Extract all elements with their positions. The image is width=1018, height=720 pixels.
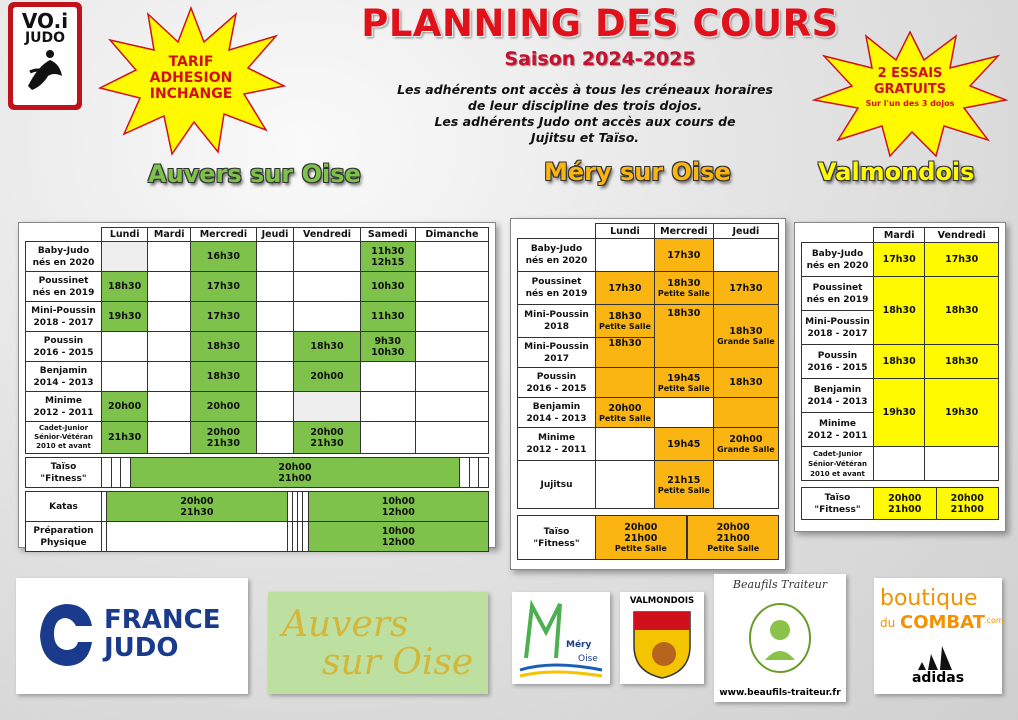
france-judo-logo (16, 578, 248, 694)
city-auvers: Auvers sur Oise (148, 160, 361, 188)
category-label: Mini-Poussin 2018 - 2017 (26, 302, 102, 332)
time-cell: 18h30 (874, 345, 925, 379)
essais-line2: GRATUITS (873, 82, 947, 97)
time-cell: 21h30 (102, 422, 148, 454)
ffj-line2: JUDO (104, 633, 179, 663)
time-cell: 18h30 (596, 338, 655, 368)
day-header: Vendredi (294, 228, 360, 242)
page-title: PLANNING DES COURS (361, 2, 839, 45)
beaufils-logo (714, 574, 846, 702)
time-cell: 20h00 21h00 Petite Salle (688, 516, 779, 560)
category-label: Baby-Judo nés en 2020 (802, 243, 874, 277)
category-label: Taïso "Fitness" (518, 516, 596, 560)
time-cell: 18h30 (874, 277, 925, 345)
day-header: Lundi (102, 228, 148, 242)
intro-line4: Jujitsu et Taïso. (530, 130, 640, 145)
time-cell: 19h30 (874, 379, 925, 447)
auvers-logo-line2: sur Oise (322, 642, 474, 683)
category-label: Cadet-Junior Sénior-Vétéran 2010 et avant (26, 422, 102, 454)
time-cell: 20h00 21h30 (107, 492, 287, 522)
club-logo (8, 2, 82, 110)
category-label: Katas (26, 492, 102, 522)
day-header: Mercredi (654, 224, 713, 239)
boutique-combat-logo (874, 578, 1002, 694)
category-label: Poussin 2016 - 2015 (26, 332, 102, 362)
category-label: Mini-Poussin 2018 - 2017 (802, 311, 874, 345)
time-cell: 20h00 21h00 (874, 488, 937, 520)
tarif-badge (96, 6, 286, 156)
time-cell: 18h30 Petite Salle (654, 272, 713, 305)
boutique-combat: COMBAT (900, 612, 985, 633)
mery-logo-text: Méry (566, 640, 592, 650)
valmondois-schedule (794, 222, 1006, 532)
time-cell: 16h30 (191, 242, 257, 272)
auvers-schedule (18, 222, 496, 548)
valmondois-shield-icon (632, 610, 692, 680)
time-cell: 20h00 21h00 (936, 488, 999, 520)
beaufils-url: www.beaufils-traiteur.fr (719, 688, 841, 698)
time-cell: 20h00 Grande Salle (713, 428, 778, 461)
time-cell: 20h00 (294, 362, 360, 392)
season-label: Saison 2024-2025 (504, 48, 696, 70)
valmondois-logo (620, 592, 704, 684)
city-mery: Méry sur Oise (544, 158, 731, 186)
essais-line1: 2 ESSAIS (877, 66, 943, 81)
time-cell: 17h30 (874, 243, 925, 277)
category-label: Minime 2012 - 2011 (518, 428, 596, 461)
chef-icon (747, 598, 813, 674)
mery-logo (512, 592, 610, 684)
category-label: Minime 2012 - 2011 (26, 392, 102, 422)
logo-line2: JUDO (24, 30, 66, 46)
time-cell: 10h00 12h00 (308, 522, 488, 552)
day-header: Mardi (874, 228, 925, 243)
essais-note: Sur l'un des 3 dojos (865, 99, 955, 108)
boutique-com: .com (984, 616, 1004, 625)
tarif-line3: INCHANGE (149, 86, 233, 102)
time-cell: 20h00 (102, 392, 148, 422)
time-cell: 18h30 (102, 272, 148, 302)
day-header: Samedi (360, 228, 415, 242)
intro-text (360, 82, 810, 146)
time-cell: 11h30 (360, 302, 415, 332)
boutique-text: boutique (880, 586, 978, 611)
adidas-text: adidas (911, 670, 965, 686)
day-header: Vendredi (925, 228, 999, 243)
time-cell: 17h30 (191, 302, 257, 332)
mery-schedule (510, 218, 786, 570)
time-cell: 20h00 21h00 (130, 458, 459, 488)
mery-emblem-icon (512, 592, 610, 684)
time-cell: 17h30 (713, 272, 778, 305)
time-cell: 20h00 Petite Salle (596, 398, 655, 428)
time-cell: 18h30 (191, 332, 257, 362)
intro-line3: Les adhérents Judo ont accès aux cours de (434, 114, 736, 129)
city-valmondois: Valmondois (818, 158, 975, 186)
day-header: Mardi (148, 228, 191, 242)
time-cell: 10h30 (360, 272, 415, 302)
valmondois-logo-text: VALMONDOIS (629, 596, 695, 606)
intro-line2: de leur discipline des trois dojos. (467, 98, 703, 113)
category-label: Taïso "Fitness" (802, 488, 874, 520)
time-cell: 17h30 (925, 243, 999, 277)
time-cell: 18h30 (294, 332, 360, 362)
time-cell: 17h30 (654, 239, 713, 272)
category-label: Baby-Judo nés en 2020 (518, 239, 596, 272)
boutique-du: du (880, 616, 896, 630)
time-cell: 17h30 (596, 272, 655, 305)
time-cell: 19h45 (654, 428, 713, 461)
essais-badge (812, 30, 1008, 158)
time-cell: 19h45 Petite Salle (654, 368, 713, 398)
day-header: Jeudi (713, 224, 778, 239)
ffj-line1: FRANCE (104, 605, 221, 635)
tarif-line1: TARIF (168, 54, 214, 70)
time-cell: 18h30 (925, 277, 999, 345)
category-label: Préparation Physique (26, 522, 102, 552)
category-label: Poussin 2016 - 2015 (518, 368, 596, 398)
category-label: Poussin 2016 - 2015 (802, 345, 874, 379)
time-cell: 20h00 21h00 Petite Salle (596, 516, 687, 560)
category-label: Poussinet nés en 2019 (802, 277, 874, 311)
category-label: Mini-Poussin 2018 (518, 305, 596, 338)
tarif-line2: ADHESION (149, 70, 233, 86)
category-label: Benjamin 2014 - 2013 (802, 379, 874, 413)
time-cell: 10h00 12h00 (308, 492, 488, 522)
time-cell: 18h30 Grande Salle (713, 305, 778, 368)
time-cell: 20h00 (191, 392, 257, 422)
time-cell: 9h30 10h30 (360, 332, 415, 362)
intro-line1: Les adhérents ont accès à tous les créneaux horaires (397, 82, 773, 97)
day-header: Mercredi (191, 228, 257, 242)
category-label: Taïso "Fitness" (26, 458, 102, 488)
time-cell: 20h00 21h30 (294, 422, 360, 454)
category-label: Benjamin 2014 - 2013 (518, 398, 596, 428)
time-cell: 17h30 (191, 272, 257, 302)
category-label: Benjamin 2014 - 2013 (26, 362, 102, 392)
ffj-emblem-icon (36, 600, 96, 670)
logo-line1: VO.i (21, 9, 69, 33)
auvers-logo (268, 592, 488, 694)
day-header: Jeudi (256, 228, 294, 242)
time-cell: 20h00 21h30 (191, 422, 257, 454)
day-header: Dimanche (415, 228, 488, 242)
category-label: Poussinet nés en 2019 (26, 272, 102, 302)
category-label: Minime 2012 - 2011 (802, 413, 874, 447)
category-label: Poussinet nés en 2019 (518, 272, 596, 305)
time-cell: 18h30 (191, 362, 257, 392)
time-cell: 18h30 (713, 368, 778, 398)
judoka-icon (20, 46, 70, 96)
adidas-stripes-icon (916, 644, 960, 670)
mery-logo-sub: Oise (578, 654, 598, 664)
day-header: Lundi (596, 224, 655, 239)
time-cell: 19h30 (102, 302, 148, 332)
time-cell: 18h30 (925, 345, 999, 379)
category-label: Jujitsu (518, 461, 596, 509)
time-cell: 21h15 Petite Salle (654, 461, 713, 509)
time-cell: 11h30 12h15 (360, 242, 415, 272)
category-label: Cadet-Junior Sénior-Vétéran 2010 et avant (802, 447, 874, 481)
time-cell: 19h30 (925, 379, 999, 447)
time-cell: 18h30 (654, 305, 713, 368)
category-label: Baby-Judo nés en 2020 (26, 242, 102, 272)
category-label: Mini-Poussin 2017 (518, 338, 596, 368)
auvers-logo-line1: Auvers (282, 604, 409, 645)
time-cell: 18h30 Petite Salle (596, 305, 655, 338)
beaufils-logo-title: Beaufils Traiteur (732, 578, 828, 591)
